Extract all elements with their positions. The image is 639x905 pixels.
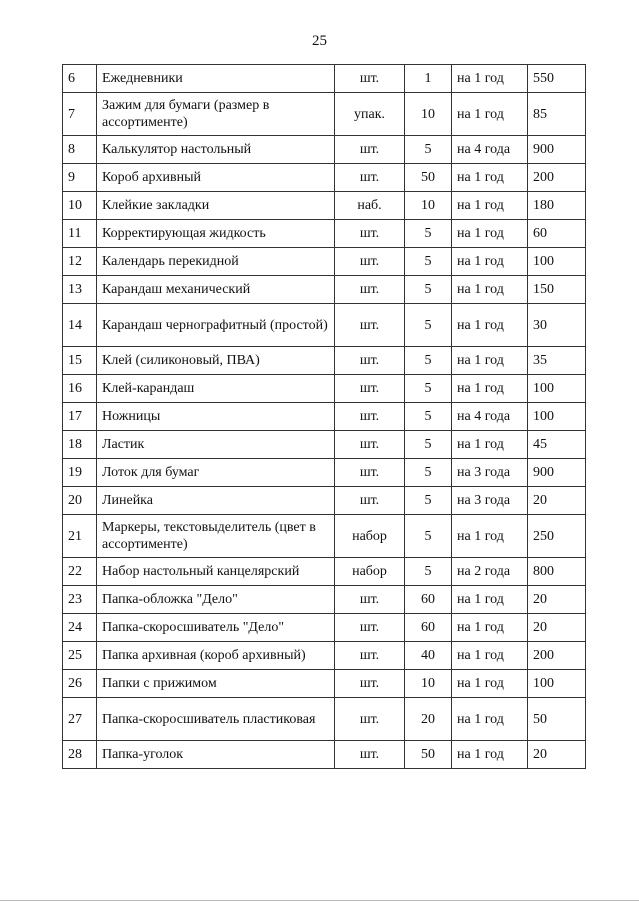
item-name-cell: Карандаш чернографитный (простой) bbox=[97, 304, 335, 347]
term-cell: на 1 год bbox=[452, 515, 528, 558]
quantity-cell: 60 bbox=[405, 586, 452, 614]
quantity-cell: 60 bbox=[405, 614, 452, 642]
price-cell: 45 bbox=[528, 431, 586, 459]
quantity-cell: 10 bbox=[405, 192, 452, 220]
table-row bbox=[63, 698, 586, 741]
quantity-cell: 5 bbox=[405, 487, 452, 515]
term-cell: на 1 год bbox=[452, 93, 528, 136]
quantity-cell: 10 bbox=[405, 93, 452, 136]
item-name-cell: Маркеры, текстовыделитель (цвет в ассортименте) bbox=[97, 515, 335, 558]
item-name-cell: Папки с прижимом bbox=[97, 670, 335, 698]
table-row bbox=[63, 248, 586, 276]
term-cell: на 4 года bbox=[452, 136, 528, 164]
table-row bbox=[63, 741, 586, 769]
unit-cell: шт. bbox=[335, 586, 405, 614]
quantity-cell: 5 bbox=[405, 515, 452, 558]
price-cell: 20 bbox=[528, 487, 586, 515]
unit-cell: шт. bbox=[335, 276, 405, 304]
row-number-cell: 19 bbox=[63, 459, 97, 487]
table-row bbox=[63, 431, 586, 459]
price-cell: 60 bbox=[528, 220, 586, 248]
quantity-cell: 5 bbox=[405, 459, 452, 487]
item-name-cell: Клейкие закладки bbox=[97, 192, 335, 220]
row-number-cell: 28 bbox=[63, 741, 97, 769]
item-name-cell: Ластик bbox=[97, 431, 335, 459]
row-number-cell: 18 bbox=[63, 431, 97, 459]
table-body bbox=[63, 65, 586, 769]
table-row bbox=[63, 515, 586, 558]
unit-cell: наб. bbox=[335, 192, 405, 220]
item-name-cell: Короб архивный bbox=[97, 164, 335, 192]
unit-cell: шт. bbox=[335, 347, 405, 375]
quantity-cell: 5 bbox=[405, 403, 452, 431]
item-name-cell: Калькулятор настольный bbox=[97, 136, 335, 164]
price-cell: 200 bbox=[528, 164, 586, 192]
unit-cell: шт. bbox=[335, 642, 405, 670]
term-cell: на 1 год bbox=[452, 347, 528, 375]
price-cell: 30 bbox=[528, 304, 586, 347]
table-row bbox=[63, 276, 586, 304]
price-cell: 85 bbox=[528, 93, 586, 136]
term-cell: на 1 год bbox=[452, 65, 528, 93]
unit-cell: шт. bbox=[335, 304, 405, 347]
table-row bbox=[63, 93, 586, 136]
quantity-cell: 10 bbox=[405, 670, 452, 698]
row-number-cell: 12 bbox=[63, 248, 97, 276]
price-cell: 100 bbox=[528, 670, 586, 698]
quantity-cell: 5 bbox=[405, 431, 452, 459]
supplies-table bbox=[62, 64, 586, 769]
term-cell: на 1 год bbox=[452, 192, 528, 220]
row-number-cell: 27 bbox=[63, 698, 97, 741]
table-row bbox=[63, 304, 586, 347]
unit-cell: набор bbox=[335, 558, 405, 586]
row-number-cell: 15 bbox=[63, 347, 97, 375]
row-number-cell: 20 bbox=[63, 487, 97, 515]
table-row bbox=[63, 558, 586, 586]
quantity-cell: 5 bbox=[405, 248, 452, 276]
price-cell: 20 bbox=[528, 586, 586, 614]
term-cell: на 1 год bbox=[452, 642, 528, 670]
term-cell: на 1 год bbox=[452, 586, 528, 614]
item-name-cell: Ножницы bbox=[97, 403, 335, 431]
row-number-cell: 16 bbox=[63, 375, 97, 403]
item-name-cell: Корректирующая жидкость bbox=[97, 220, 335, 248]
quantity-cell: 5 bbox=[405, 220, 452, 248]
unit-cell: шт. bbox=[335, 375, 405, 403]
price-cell: 20 bbox=[528, 741, 586, 769]
term-cell: на 1 год bbox=[452, 304, 528, 347]
item-name-cell: Календарь перекидной bbox=[97, 248, 335, 276]
unit-cell: шт. bbox=[335, 220, 405, 248]
unit-cell: шт. bbox=[335, 403, 405, 431]
table-row bbox=[63, 642, 586, 670]
item-name-cell: Набор настольный канцелярский bbox=[97, 558, 335, 586]
item-name-cell: Папка-обложка "Дело" bbox=[97, 586, 335, 614]
table-row bbox=[63, 65, 586, 93]
table-row bbox=[63, 586, 586, 614]
term-cell: на 4 года bbox=[452, 403, 528, 431]
table-row bbox=[63, 192, 586, 220]
price-cell: 200 bbox=[528, 642, 586, 670]
row-number-cell: 10 bbox=[63, 192, 97, 220]
table-row bbox=[63, 220, 586, 248]
unit-cell: шт. bbox=[335, 136, 405, 164]
term-cell: на 1 год bbox=[452, 431, 528, 459]
quantity-cell: 50 bbox=[405, 164, 452, 192]
row-number-cell: 21 bbox=[63, 515, 97, 558]
item-name-cell: Папка архивная (короб архивный) bbox=[97, 642, 335, 670]
unit-cell: шт. bbox=[335, 248, 405, 276]
unit-cell: шт. bbox=[335, 459, 405, 487]
item-name-cell: Лоток для бумаг bbox=[97, 459, 335, 487]
row-number-cell: 17 bbox=[63, 403, 97, 431]
unit-cell: набор bbox=[335, 515, 405, 558]
row-number-cell: 26 bbox=[63, 670, 97, 698]
term-cell: на 1 год bbox=[452, 220, 528, 248]
unit-cell: шт. bbox=[335, 670, 405, 698]
row-number-cell: 13 bbox=[63, 276, 97, 304]
row-number-cell: 11 bbox=[63, 220, 97, 248]
term-cell: на 3 года bbox=[452, 459, 528, 487]
table-row bbox=[63, 403, 586, 431]
term-cell: на 1 год bbox=[452, 164, 528, 192]
row-number-cell: 23 bbox=[63, 586, 97, 614]
table-row bbox=[63, 670, 586, 698]
term-cell: на 1 год bbox=[452, 248, 528, 276]
row-number-cell: 6 bbox=[63, 65, 97, 93]
price-cell: 900 bbox=[528, 459, 586, 487]
price-cell: 100 bbox=[528, 403, 586, 431]
term-cell: на 1 год bbox=[452, 698, 528, 741]
quantity-cell: 40 bbox=[405, 642, 452, 670]
unit-cell: шт. bbox=[335, 65, 405, 93]
price-cell: 550 bbox=[528, 65, 586, 93]
table-row bbox=[63, 164, 586, 192]
row-number-cell: 25 bbox=[63, 642, 97, 670]
table-row bbox=[63, 459, 586, 487]
unit-cell: упак. bbox=[335, 93, 405, 136]
term-cell: на 1 год bbox=[452, 375, 528, 403]
term-cell: на 1 год bbox=[452, 276, 528, 304]
page-number: 25 bbox=[312, 33, 327, 49]
price-cell: 250 bbox=[528, 515, 586, 558]
table-row bbox=[63, 136, 586, 164]
quantity-cell: 5 bbox=[405, 375, 452, 403]
term-cell: на 3 года bbox=[452, 487, 528, 515]
unit-cell: шт. bbox=[335, 431, 405, 459]
price-cell: 150 bbox=[528, 276, 586, 304]
price-cell: 800 bbox=[528, 558, 586, 586]
term-cell: на 1 год bbox=[452, 614, 528, 642]
quantity-cell: 5 bbox=[405, 558, 452, 586]
row-number-cell: 9 bbox=[63, 164, 97, 192]
item-name-cell: Клей-карандаш bbox=[97, 375, 335, 403]
quantity-cell: 1 bbox=[405, 65, 452, 93]
table-row bbox=[63, 375, 586, 403]
row-number-cell: 7 bbox=[63, 93, 97, 136]
item-name-cell: Папка-скоросшиватель "Дело" bbox=[97, 614, 335, 642]
bottom-rule bbox=[0, 900, 639, 901]
price-cell: 50 bbox=[528, 698, 586, 741]
item-name-cell: Ежедневники bbox=[97, 65, 335, 93]
price-cell: 100 bbox=[528, 375, 586, 403]
price-cell: 900 bbox=[528, 136, 586, 164]
quantity-cell: 5 bbox=[405, 276, 452, 304]
unit-cell: шт. bbox=[335, 698, 405, 741]
item-name-cell: Папка-уголок bbox=[97, 741, 335, 769]
price-cell: 35 bbox=[528, 347, 586, 375]
unit-cell: шт. bbox=[335, 741, 405, 769]
item-name-cell: Линейка bbox=[97, 487, 335, 515]
item-name-cell: Карандаш механический bbox=[97, 276, 335, 304]
term-cell: на 1 год bbox=[452, 741, 528, 769]
item-name-cell: Зажим для бумаги (размер в ассортименте) bbox=[97, 93, 335, 136]
quantity-cell: 5 bbox=[405, 347, 452, 375]
unit-cell: шт. bbox=[335, 487, 405, 515]
quantity-cell: 5 bbox=[405, 136, 452, 164]
unit-cell: шт. bbox=[335, 164, 405, 192]
price-cell: 20 bbox=[528, 614, 586, 642]
item-name-cell: Папка-скоросшиватель пластиковая bbox=[97, 698, 335, 741]
row-number-cell: 24 bbox=[63, 614, 97, 642]
row-number-cell: 22 bbox=[63, 558, 97, 586]
table-row bbox=[63, 614, 586, 642]
table-row bbox=[63, 347, 586, 375]
quantity-cell: 20 bbox=[405, 698, 452, 741]
term-cell: на 1 год bbox=[452, 670, 528, 698]
quantity-cell: 50 bbox=[405, 741, 452, 769]
table-row bbox=[63, 487, 586, 515]
row-number-cell: 14 bbox=[63, 304, 97, 347]
price-cell: 180 bbox=[528, 192, 586, 220]
unit-cell: шт. bbox=[335, 614, 405, 642]
price-cell: 100 bbox=[528, 248, 586, 276]
item-name-cell: Клей (силиконовый, ПВА) bbox=[97, 347, 335, 375]
row-number-cell: 8 bbox=[63, 136, 97, 164]
term-cell: на 2 года bbox=[452, 558, 528, 586]
quantity-cell: 5 bbox=[405, 304, 452, 347]
